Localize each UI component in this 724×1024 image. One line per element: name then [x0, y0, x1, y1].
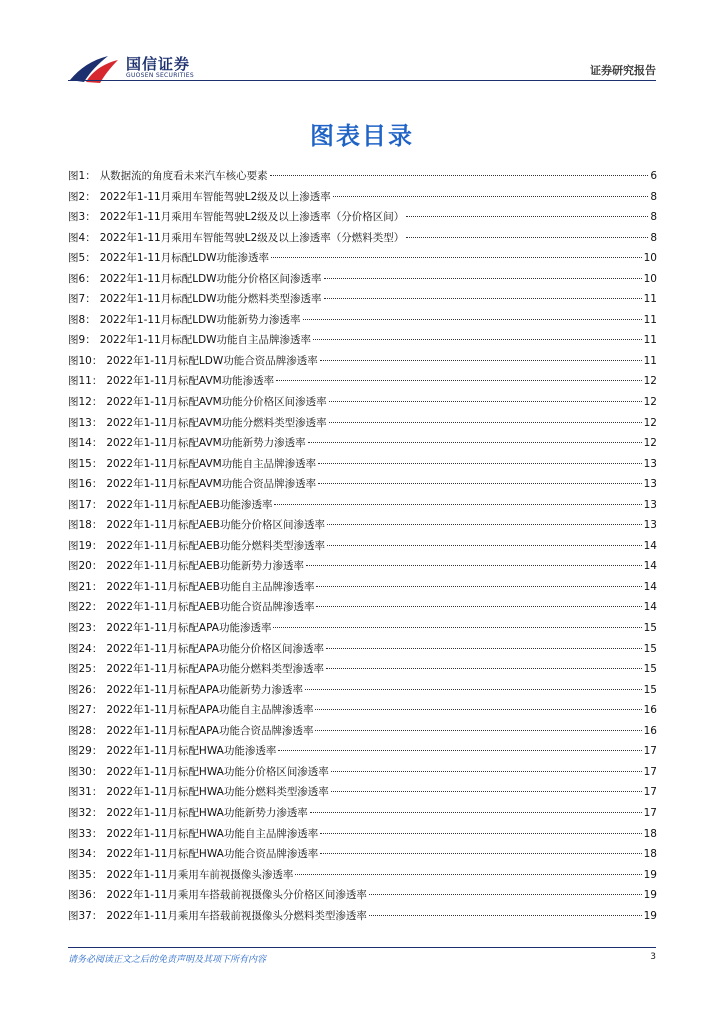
toc-entry[interactable] — [68, 454, 657, 475]
toc-entry-label: 图26 — [68, 683, 92, 696]
toc-entry-title: 2022年1-11月标配HWA功能自主品牌渗透率 — [106, 827, 319, 840]
disclaimer-text: 请务必阅读正文之后的免责声明及其项下所有内容 — [68, 955, 267, 965]
toc-leader-dots — [369, 894, 642, 895]
toc-entry[interactable] — [68, 474, 657, 495]
toc-entry-label: 图28 — [68, 724, 92, 737]
toc-entry-title: 2022年1-11月标配APA功能分价格区间渗透率 — [106, 642, 324, 655]
toc-entry-title: 2022年1-11月标配APA功能合资品牌渗透率 — [106, 724, 314, 737]
toc-entry-label: 图30 — [68, 765, 92, 778]
toc-entry[interactable] — [68, 844, 657, 865]
toc-entry-page: 11 — [643, 313, 657, 326]
toc-entry-page: 14 — [643, 539, 657, 552]
toc-leader-dots — [274, 504, 641, 505]
toc-entry-title: 2022年1-11月标配AEB功能分燃料类型渗透率 — [106, 539, 325, 552]
toc-leader-dots — [406, 216, 648, 217]
toc-entry-page: 10 — [643, 252, 657, 265]
toc-entry-label: 图14 — [68, 437, 92, 450]
toc-entry[interactable] — [68, 618, 657, 639]
toc-entry-colon: ： — [85, 170, 96, 182]
toc-entry-title: 2022年1-11月标配AVM功能分燃料类型渗透率 — [106, 416, 327, 429]
toc-entry-page: 11 — [643, 293, 657, 306]
toc-entry-label: 图4 — [68, 231, 86, 244]
toc-entry-colon: ： — [85, 231, 96, 244]
toc-leader-dots — [316, 586, 641, 587]
toc-entry-label: 图11 — [68, 375, 92, 388]
toc-entry-label: 图33 — [68, 827, 92, 840]
toc-entry-label: 图5 — [68, 252, 86, 265]
toc-entry[interactable] — [68, 392, 657, 413]
toc-entry-page: 11 — [643, 334, 657, 347]
toc-leader-dots — [308, 442, 642, 443]
toc-leader-dots — [315, 709, 641, 710]
toc-entry-title: 2022年1-11月标配HWA功能合资品牌渗透率 — [106, 848, 319, 861]
toc-entry-page: 8 — [650, 190, 657, 203]
toc-entry-page: 13 — [643, 457, 657, 470]
toc-entry-title: 2022年1-11月标配AVM功能新势力渗透率 — [106, 437, 306, 450]
toc-entry[interactable] — [68, 187, 657, 208]
toc-entry-label: 图12 — [68, 396, 92, 409]
toc-entry[interactable] — [68, 495, 657, 516]
toc-entry-page: 13 — [643, 498, 657, 511]
toc-entry-title: 2022年1-11月标配APA功能自主品牌渗透率 — [106, 704, 314, 717]
toc-leader-dots — [306, 565, 642, 566]
toc-entry-colon: ： — [85, 211, 96, 224]
toc-entry-title: 2022年1-11月乘用车搭载前视摄像头分价格区间渗透率 — [106, 889, 367, 902]
toc-entry-page: 8 — [650, 211, 657, 224]
toc-leader-dots — [327, 545, 642, 546]
toc-entry[interactable] — [68, 721, 657, 742]
toc-leader-dots — [295, 874, 641, 875]
toc-leader-dots — [329, 401, 642, 402]
toc-entry-label: 图15 — [68, 457, 92, 470]
toc-entry-page: 15 — [643, 622, 657, 635]
toc-entry-label: 图3 — [68, 211, 86, 224]
toc-entry[interactable] — [68, 741, 657, 762]
toc-entry-page: 17 — [643, 765, 657, 778]
toc-leader-dots — [326, 648, 642, 649]
toc-entry-colon: ： — [91, 704, 103, 717]
toc-entry-page: 12 — [643, 437, 657, 450]
toc-entry-colon: ： — [91, 889, 103, 902]
toc-entry-label: 图7 — [68, 293, 86, 306]
toc-entry[interactable] — [68, 597, 657, 618]
toc-entry-title: 2022年1-11月标配AVM功能分价格区间渗透率 — [106, 396, 327, 409]
toc-entry-label: 图2 — [68, 190, 86, 203]
toc-entry-title: 2022年1-11月标配AEB功能合资品牌渗透率 — [106, 601, 315, 614]
toc-entry-colon: ： — [91, 848, 103, 861]
toc-entry[interactable] — [68, 269, 657, 290]
toc-entry-colon: ： — [91, 580, 103, 593]
toc-leader-dots — [316, 606, 641, 607]
footer-divider — [68, 947, 656, 948]
toc-entry-colon: ： — [91, 806, 103, 819]
toc-leader-dots — [271, 257, 642, 258]
toc-entry-label: 图29 — [68, 745, 92, 758]
toc-entry-page: 19 — [643, 909, 657, 922]
toc-entry-colon: ： — [91, 478, 103, 491]
toc-entry-label: 图17 — [68, 498, 92, 511]
toc-entry-title: 2022年1-11月标配AEB功能分价格区间渗透率 — [106, 519, 325, 532]
toc-entry-title: 2022年1-11月标配AVM功能自主品牌渗透率 — [106, 457, 317, 470]
toc-entry[interactable] — [68, 413, 657, 434]
toc-leader-dots — [310, 812, 642, 813]
toc-leader-dots — [305, 689, 642, 690]
toc-entry-page: 16 — [643, 724, 657, 737]
toc-leader-dots — [276, 380, 641, 381]
toc-entry-label: 图13 — [68, 416, 92, 429]
toc-entry[interactable] — [68, 248, 657, 269]
toc-entry-colon: ： — [85, 190, 96, 203]
toc-entry[interactable] — [68, 556, 657, 577]
toc-entry-page: 11 — [643, 354, 657, 367]
toc-entry-label: 图22 — [68, 601, 92, 614]
toc-entry[interactable] — [68, 330, 657, 351]
toc-leader-dots — [273, 627, 641, 628]
toc-entry-colon: ： — [91, 724, 103, 737]
toc-entry-label: 图23 — [68, 622, 92, 635]
toc-entry-colon: ： — [91, 519, 103, 532]
toc-entry-title: 2022年1-11月标配HWA功能新势力渗透率 — [106, 806, 308, 819]
toc-entry-label: 图8 — [68, 313, 86, 326]
toc-leader-dots — [320, 853, 641, 854]
toc-entry-page: 17 — [643, 806, 657, 819]
toc-entry-colon: ： — [91, 396, 103, 409]
toc-entry-page: 19 — [643, 889, 657, 902]
toc-leader-dots — [320, 360, 642, 361]
toc-entry-title: 2022年1-11月标配APA功能新势力渗透率 — [106, 683, 303, 696]
toc-entry-title: 2022年1-11月标配AEB功能自主品牌渗透率 — [106, 580, 315, 593]
toc-leader-dots — [313, 339, 642, 340]
toc-entry-page: 8 — [650, 231, 657, 244]
toc-entry-title: 2022年1-11月标配APA功能渗透率 — [106, 622, 272, 635]
toc-entry-colon: ： — [85, 334, 96, 347]
toc-entry-colon: ： — [91, 622, 103, 635]
toc-entry-page: 12 — [643, 396, 657, 409]
toc-entry[interactable] — [68, 885, 657, 906]
toc-entry-label: 图20 — [68, 560, 92, 573]
toc-entry-label: 图10 — [68, 354, 92, 367]
toc-entry-title: 2022年1-11月标配AEB功能新势力渗透率 — [106, 560, 304, 573]
toc-entry-page: 12 — [643, 375, 657, 388]
toc-entry-colon: ： — [85, 313, 96, 326]
toc-entry[interactable] — [68, 351, 657, 372]
toc-entry-title: 2022年1-11月标配LDW功能分燃料类型渗透率 — [99, 293, 322, 306]
toc-entry[interactable] — [68, 659, 657, 680]
toc-entry[interactable] — [68, 289, 657, 310]
toc-entry-label: 图36 — [68, 889, 92, 902]
logo-chinese-name: 国信证券 — [126, 55, 191, 73]
toc-entry-page: 13 — [643, 519, 657, 532]
toc-leader-dots — [320, 833, 641, 834]
toc-entry-page: 15 — [643, 683, 657, 696]
report-type: 证券研究报告 — [590, 64, 656, 77]
toc-entry-label: 图6 — [68, 272, 86, 285]
guosen-logo — [68, 50, 208, 84]
toc-leader-dots — [278, 750, 641, 751]
toc-leader-dots — [326, 668, 642, 669]
logo-english-name: GUOSEN SECURITIES — [126, 72, 195, 79]
toc-entry-label: 图35 — [68, 868, 92, 881]
toc-entry-colon: ： — [91, 498, 103, 511]
toc-entry-colon: ： — [91, 765, 103, 778]
toc-leader-dots — [329, 422, 642, 423]
toc-entry[interactable] — [68, 762, 657, 783]
toc-entry-title: 2022年1-11月标配AVM功能合资品牌渗透率 — [106, 478, 317, 491]
toc-entry-label: 图32 — [68, 806, 92, 819]
toc-entry-title: 2022年1-11月乘用车智能驾驶L2级及以上渗透率（分价格区间） — [99, 211, 405, 224]
toc-entry-colon: ： — [91, 745, 103, 758]
toc-entry-page: 15 — [643, 663, 657, 676]
toc-entry-label: 图27 — [68, 704, 92, 717]
toc-entry-page: 10 — [643, 272, 657, 285]
figure-toc-list — [68, 166, 657, 926]
page-number: 3 — [650, 952, 656, 962]
toc-entry[interactable] — [68, 228, 657, 249]
toc-entry-label: 图16 — [68, 478, 92, 491]
toc-leader-dots — [406, 237, 648, 238]
toc-leader-dots — [318, 483, 641, 484]
toc-entry-colon: ： — [85, 272, 96, 285]
toc-entry-page: 16 — [643, 704, 657, 717]
toc-leader-dots — [270, 175, 649, 176]
toc-leader-dots — [331, 771, 642, 772]
toc-entry-label: 图37 — [68, 909, 92, 922]
toc-entry[interactable] — [68, 700, 657, 721]
toc-entry-label: 图19 — [68, 539, 92, 552]
toc-entry[interactable] — [68, 515, 657, 536]
toc-entry-page: 17 — [643, 786, 657, 799]
toc-entry-title: 2022年1-11月标配LDW功能分价格区间渗透率 — [99, 272, 322, 285]
toc-entry-colon: ： — [91, 560, 103, 573]
header-divider — [68, 80, 656, 81]
toc-entry[interactable] — [68, 536, 657, 557]
toc-entry-title: 2022年1-11月乘用车智能驾驶L2级及以上渗透率（分燃料类型） — [99, 231, 405, 244]
toc-entry-colon: ： — [91, 416, 103, 429]
toc-entry[interactable] — [68, 577, 657, 598]
toc-entry-page: 17 — [643, 745, 657, 758]
toc-entry-label: 图18 — [68, 519, 92, 532]
toc-entry-page: 13 — [643, 478, 657, 491]
guosen-logo-mark-icon — [68, 50, 120, 84]
toc-leader-dots — [324, 298, 642, 299]
toc-entry-label: 图21 — [68, 580, 92, 593]
toc-entry-label: 图24 — [68, 642, 92, 655]
toc-entry-title: 2022年1-11月标配AEB功能渗透率 — [106, 498, 273, 511]
toc-entry-label: 图34 — [68, 848, 92, 861]
toc-leader-dots — [327, 524, 642, 525]
toc-entry[interactable] — [68, 906, 657, 927]
toc-entry-title: 2022年1-11月乘用车前视摄像头渗透率 — [106, 868, 294, 881]
toc-entry-title: 2022年1-11月标配HWA功能渗透率 — [106, 745, 277, 758]
toc-entry-colon: ： — [91, 827, 103, 840]
toc-entry-page: 18 — [643, 848, 657, 861]
page-header — [0, 0, 724, 90]
toc-entry[interactable] — [68, 166, 657, 187]
toc-entry-colon: ： — [91, 601, 103, 614]
toc-entry-colon: ： — [91, 683, 103, 696]
toc-entry-title: 2022年1-11月标配AVM功能渗透率 — [106, 375, 275, 388]
toc-entry-colon: ： — [91, 437, 103, 450]
toc-entry-title: 2022年1-11月标配LDW功能自主品牌渗透率 — [99, 334, 312, 347]
toc-entry[interactable] — [68, 865, 657, 886]
toc-entry[interactable] — [68, 782, 657, 803]
toc-entry-title: 2022年1-11月标配LDW功能新势力渗透率 — [99, 313, 301, 326]
toc-entry-colon: ： — [91, 663, 103, 676]
toc-entry-label: 图9 — [68, 334, 86, 347]
toc-entry[interactable] — [68, 803, 657, 824]
toc-entry-label: 图31 — [68, 786, 92, 799]
toc-leader-dots — [369, 915, 642, 916]
toc-entry-page: 18 — [643, 827, 657, 840]
page-title: 图表目录 — [310, 122, 414, 150]
toc-entry-page: 6 — [650, 170, 657, 182]
toc-entry[interactable] — [68, 371, 657, 392]
toc-entry-label: 图25 — [68, 663, 92, 676]
toc-entry-colon: ： — [91, 457, 103, 470]
toc-entry[interactable] — [68, 207, 657, 228]
toc-entry-title: 2022年1-11月标配HWA功能分价格区间渗透率 — [106, 765, 329, 778]
toc-entry-label: 图1 — [68, 170, 86, 182]
toc-entry-colon: ： — [91, 539, 103, 552]
toc-entry[interactable] — [68, 639, 657, 660]
toc-leader-dots — [315, 730, 641, 731]
toc-entry-page: 14 — [643, 560, 657, 573]
toc-entry-colon: ： — [85, 293, 96, 306]
toc-leader-dots — [324, 278, 642, 279]
toc-entry[interactable] — [68, 824, 657, 845]
toc-entry[interactable] — [68, 310, 657, 331]
toc-leader-dots — [331, 791, 642, 792]
toc-entry-page: 12 — [643, 416, 657, 429]
toc-entry-colon: ： — [91, 375, 103, 388]
toc-entry[interactable] — [68, 680, 657, 701]
toc-entry-title: 从数据流的角度看未来汽车核心要素 — [99, 170, 268, 182]
toc-entry-colon: ： — [91, 868, 103, 881]
toc-entry-page: 19 — [643, 868, 657, 881]
toc-entry-colon: ： — [91, 642, 103, 655]
toc-entry-page: 15 — [643, 642, 657, 655]
toc-entry-title: 2022年1-11月乘用车智能驾驶L2级及以上渗透率 — [99, 190, 331, 203]
toc-entry-page: 14 — [643, 580, 657, 593]
toc-entry-title: 2022年1-11月乘用车搭载前视摄像头分燃料类型渗透率 — [106, 909, 367, 922]
toc-entry-colon: ： — [91, 354, 103, 367]
toc-entry-title: 2022年1-11月标配APA功能分燃料类型渗透率 — [106, 663, 324, 676]
toc-entry[interactable] — [68, 433, 657, 454]
toc-leader-dots — [303, 319, 642, 320]
toc-entry-colon: ： — [91, 909, 103, 922]
toc-leader-dots — [333, 196, 649, 197]
toc-entry-page: 14 — [643, 601, 657, 614]
toc-entry-title: 2022年1-11月标配LDW功能渗透率 — [99, 252, 270, 265]
toc-leader-dots — [318, 463, 641, 464]
toc-entry-title: 2022年1-11月标配LDW功能合资品牌渗透率 — [106, 354, 318, 367]
toc-entry-title: 2022年1-11月标配HWA功能分燃料类型渗透率 — [106, 786, 329, 799]
toc-entry-colon: ： — [85, 252, 96, 265]
toc-entry-colon: ： — [91, 786, 103, 799]
